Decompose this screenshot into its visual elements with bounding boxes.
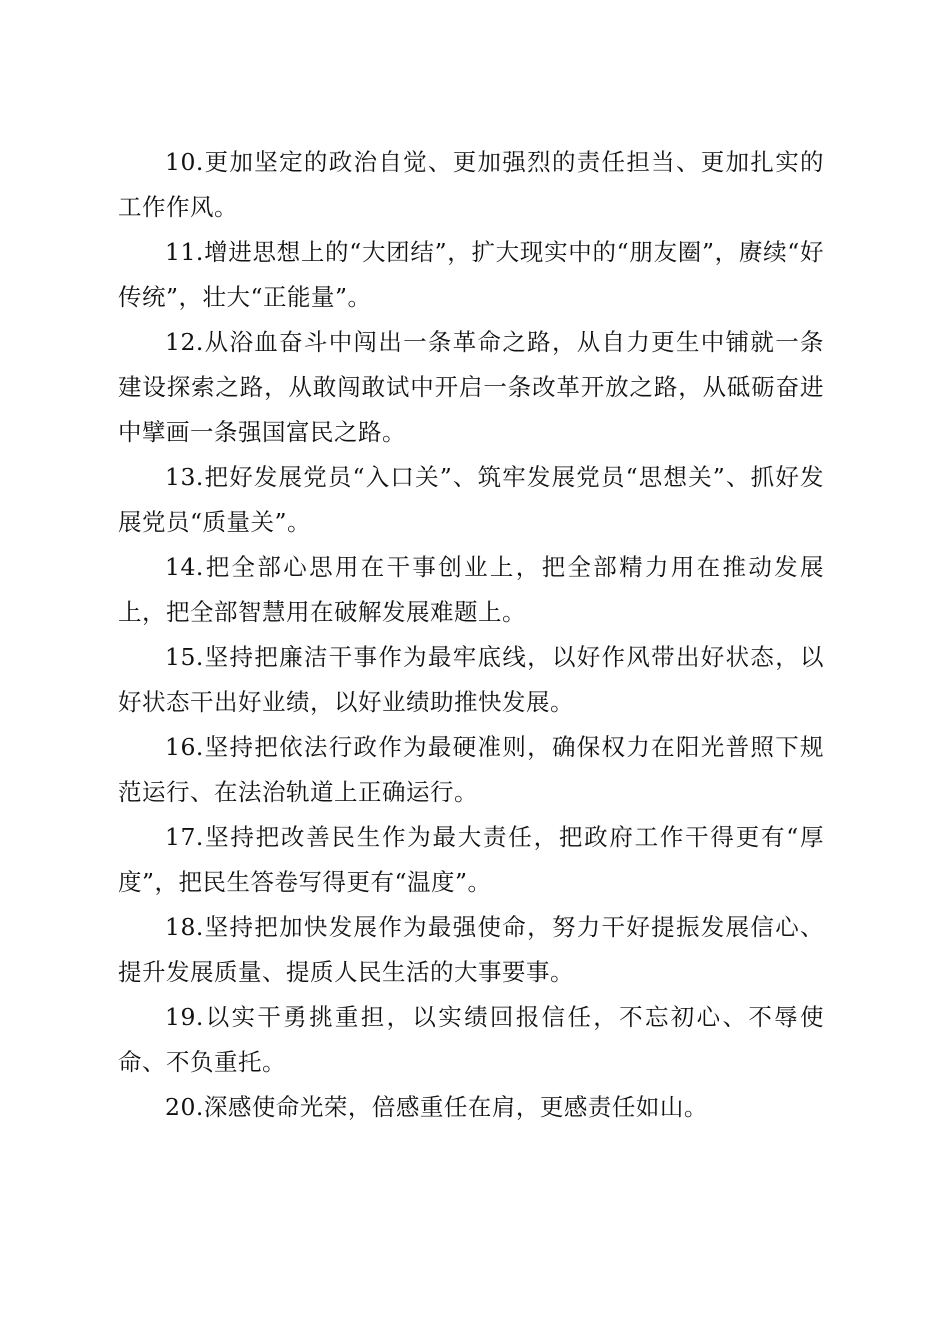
paragraph-19: 19.以实干勇挑重担，以实绩回报信任，不忘初心、不辱使命、不负重托。 — [118, 1003, 824, 1076]
paragraph-13: 13.把好发展党员“入口关”、筑牢发展党员“思想关”、抓好发展党员“质量关”。 — [118, 463, 824, 536]
paragraph-17: 17.坚持把改善民生作为最大责任，把政府工作干得更有“厚度”，把民生答卷写得更有“温度”。 — [118, 823, 824, 896]
document-body — [118, 140, 824, 1130]
paragraph-10: 10.更加坚定的政治自觉、更加强烈的责任担当、更加扎实的工作作风。 — [118, 148, 824, 221]
paragraph-11: 11.增进思想上的“大团结”，扩大现实中的“朋友圈”，赓续“好传统”，壮大“正能量”。 — [118, 238, 824, 311]
paragraph-18: 18.坚持把加快发展作为最强使命，努力干好提振发展信心、提升发展质量、提质人民生活的大事要事。 — [118, 913, 824, 986]
paragraph-14: 14.把全部心思用在干事创业上，把全部精力用在推动发展上，把全部智慧用在破解发展难题上。 — [118, 553, 824, 626]
paragraph-12: 12.从浴血奋斗中闯出一条革命之路，从自力更生中铺就一条建设探索之路，从敢闯敢试中开启一条改革开放之路，从砥砺奋进中擘画一条强国富民之路。 — [118, 328, 824, 446]
paragraph-16: 16.坚持把依法行政作为最硬准则，确保权力在阳光普照下规范运行、在法治轨道上正确运行。 — [118, 733, 824, 806]
paragraph-20: 20.深感使命光荣，倍感重任在肩，更感责任如山。 — [165, 1093, 708, 1121]
paragraph-15: 15.坚持把廉洁干事作为最牢底线，以好作风带出好状态，以好状态干出好业绩，以好业绩助推快发展。 — [118, 643, 824, 716]
